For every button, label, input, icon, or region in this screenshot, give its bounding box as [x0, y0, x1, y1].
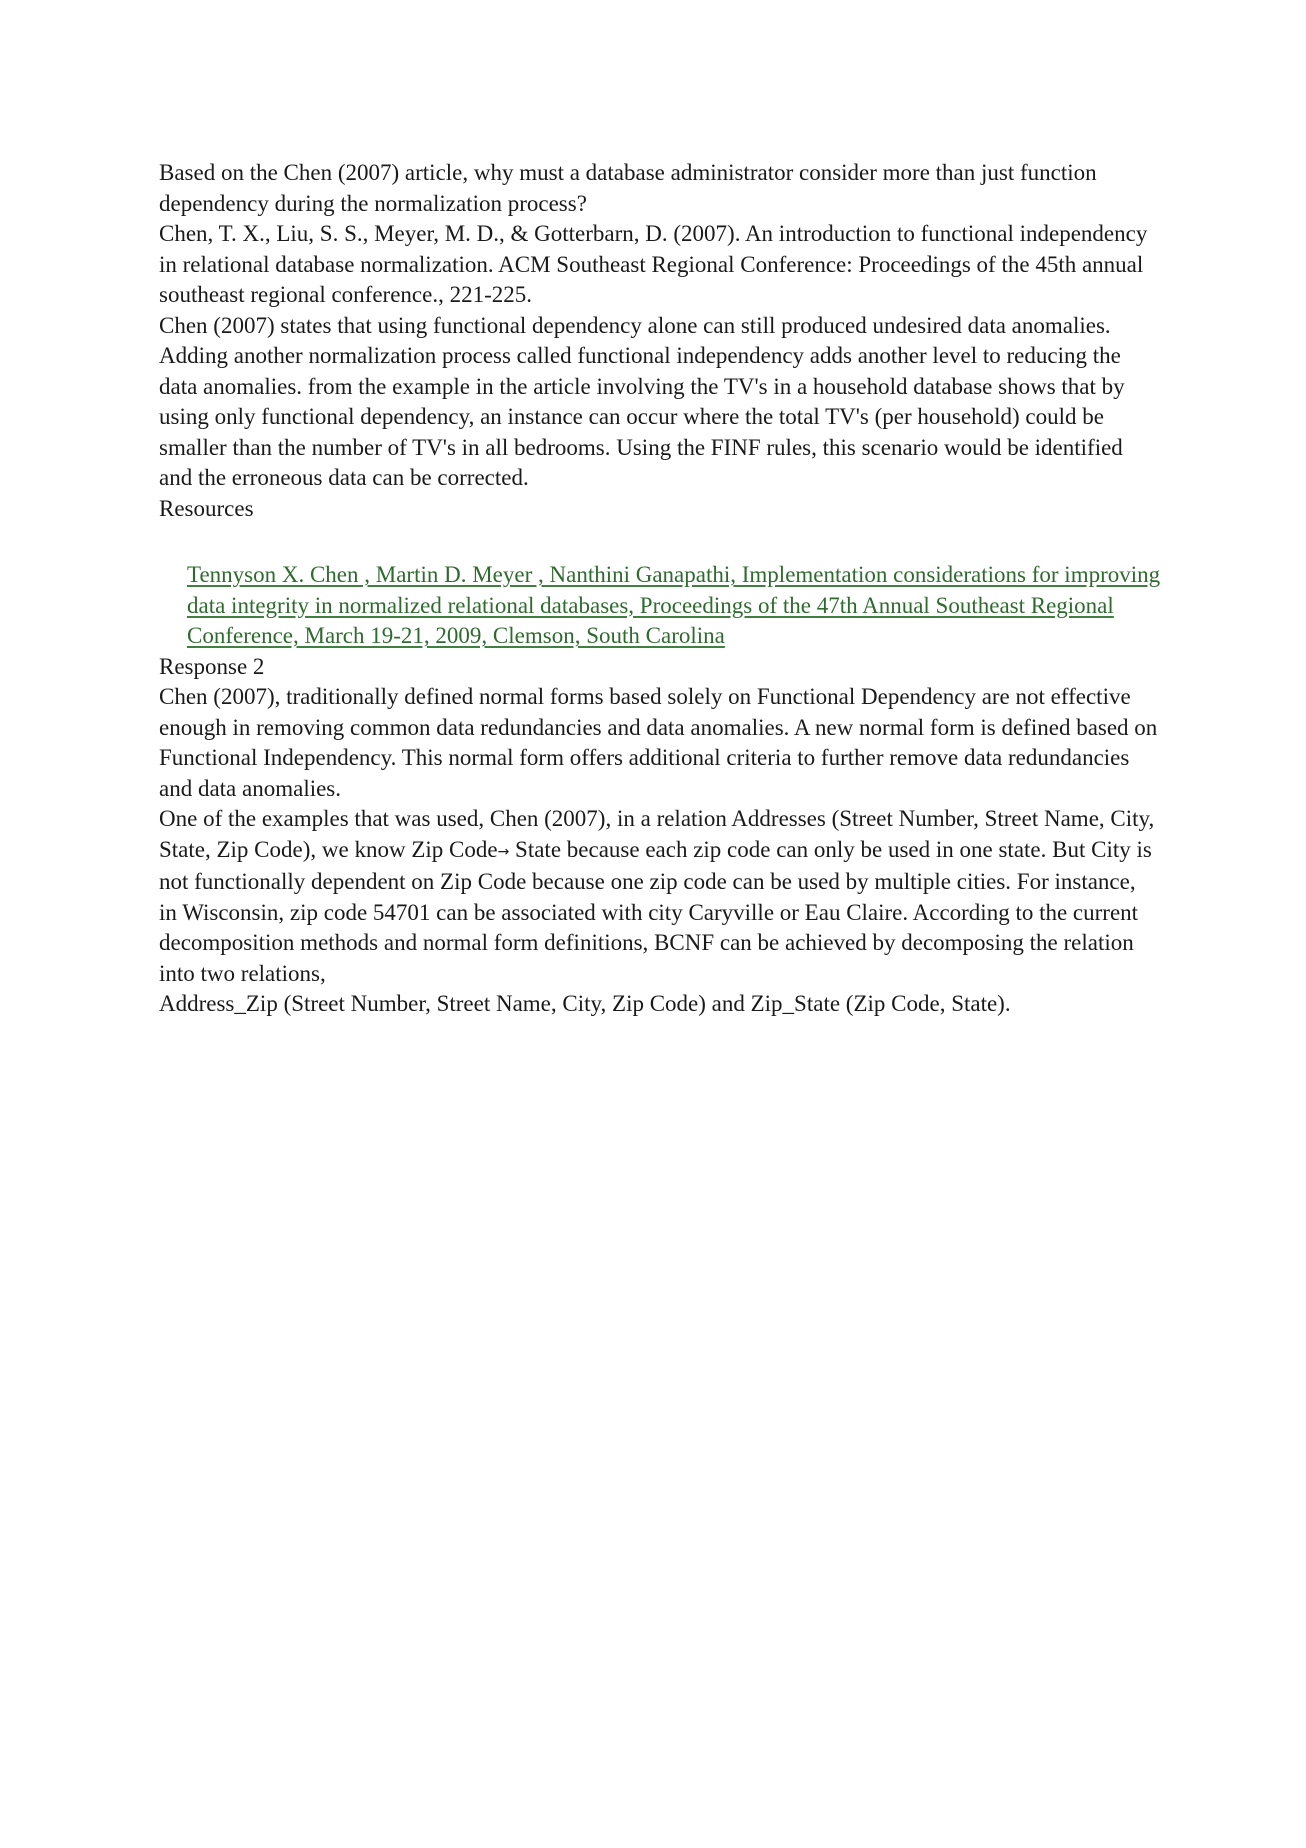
discussion-question: Based on the Chen (2007) article, why must a database administrator consider more than just function dependency during the normalization process?: [159, 160, 1097, 216]
right-arrow-icon: →: [497, 843, 510, 860]
response-2-paragraph-1: Chen (2007), traditionally defined normal forms based solely on Functional Dependency are not effective enough in removing common data redundancies and data anomalies. A new normal form is defined based on Functional Independency. This normal form offers additional criteria to further remove data redundancies and data anomalies.: [159, 684, 1158, 801]
response-1-paragraph: Chen (2007) states that using functional dependency alone can still produced undesired data anomalies. Adding another normalization process called functional independency adds another level to reducing the data anomalies. from the example in the article involving the TV's in a household database shows that by using only functional dependency, an instance can occur where the total TV's (per household) could be smaller than the number of TV's in all bedrooms. Using the FINF rules, this scenario would be identified and the erroneous data can be corrected.: [159, 312, 1125, 490]
paragraph-2-text-after-arrow: State because each zip code can only be used in one state. But City is not functionally dependent on Zip Code because one zip code can be used by multiple cities. For instance, in Wisconsin, zip code 54701 can be associated with city Caryville or Eau Claire. According to the current decomposition methods and normal form definitions, BCNF can be achieved by decomposing the relation into two relations,: [159, 836, 1152, 986]
response-2-paragraph-3: Address_Zip (Street Number, Street Name, City, Zip Code) and Zip_State (Zip Code, State).: [159, 991, 1011, 1016]
reference-citation: Chen, T. X., Liu, S. S., Meyer, M. D., & Gotterbarn, D. (2007). An introduction to functional independency in relational database normalization. ACM Southeast Regional Conference: Proceedings of the 45th annual southeast regional conference., 221-225.: [159, 221, 1148, 307]
paragraph-2-text-before-arrow: One of the examples that was used, Chen (2007), in a relation Addresses (Street Number, Street Name, City, State, Zip Code), we know Zip Code: [159, 806, 1155, 862]
resource-entry: [187, 560, 1167, 652]
document-content: [159, 158, 1159, 1020]
response-2-heading: Response 2: [159, 653, 265, 679]
resource-link[interactable]: Tennyson X. Chen , Martin D. Meyer , Nanthini Ganapathi, Implementation considerations for improving data integrity in normalized relational databases, Proceedings of the 47th Annual Southeast Regional Conference, March 19-21, 2009, Clemson, South Carolina: [187, 562, 1161, 648]
response-2-paragraph-2: [159, 804, 1159, 989]
resources-heading: Resources: [159, 495, 254, 521]
